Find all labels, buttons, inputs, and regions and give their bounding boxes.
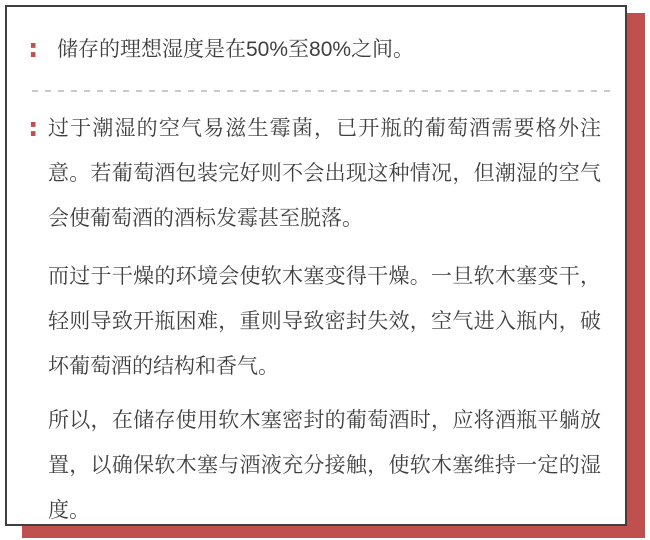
paragraph-text: 所以，在储存使用软木塞密封的葡萄酒时，应将酒瓶平躺放置，以确保软木塞与酒液充分接触，使软木塞维持一定的湿度。 (48, 409, 601, 522)
paragraph-row (28, 254, 601, 389)
red-colon-bullet-icon: : (28, 34, 39, 64)
paragraph-row (28, 106, 601, 241)
intro-row (28, 27, 601, 72)
intro-text: 储存的理想湿度是在50%至80%之间。 (57, 38, 415, 61)
content-card (5, 5, 627, 526)
red-colon-bullet-icon: : (28, 113, 39, 143)
paragraph-text: 过于潮湿的空气易滋生霉菌，已开瓶的葡萄酒需要格外注意。若葡萄酒包装完好则不会出现这种情况，但潮湿的空气会使葡萄酒的酒标发霉甚至脱落。 (48, 117, 601, 230)
paragraph-text: 而过于干燥的环境会使软木塞变得干燥。一旦软木塞变干，轻则导致开瓶困难，重则导致密封失效，空气进入瓶内，破坏葡萄酒的结构和香气。 (48, 265, 601, 378)
dashed-divider (32, 90, 611, 92)
paragraph-row (28, 398, 601, 526)
